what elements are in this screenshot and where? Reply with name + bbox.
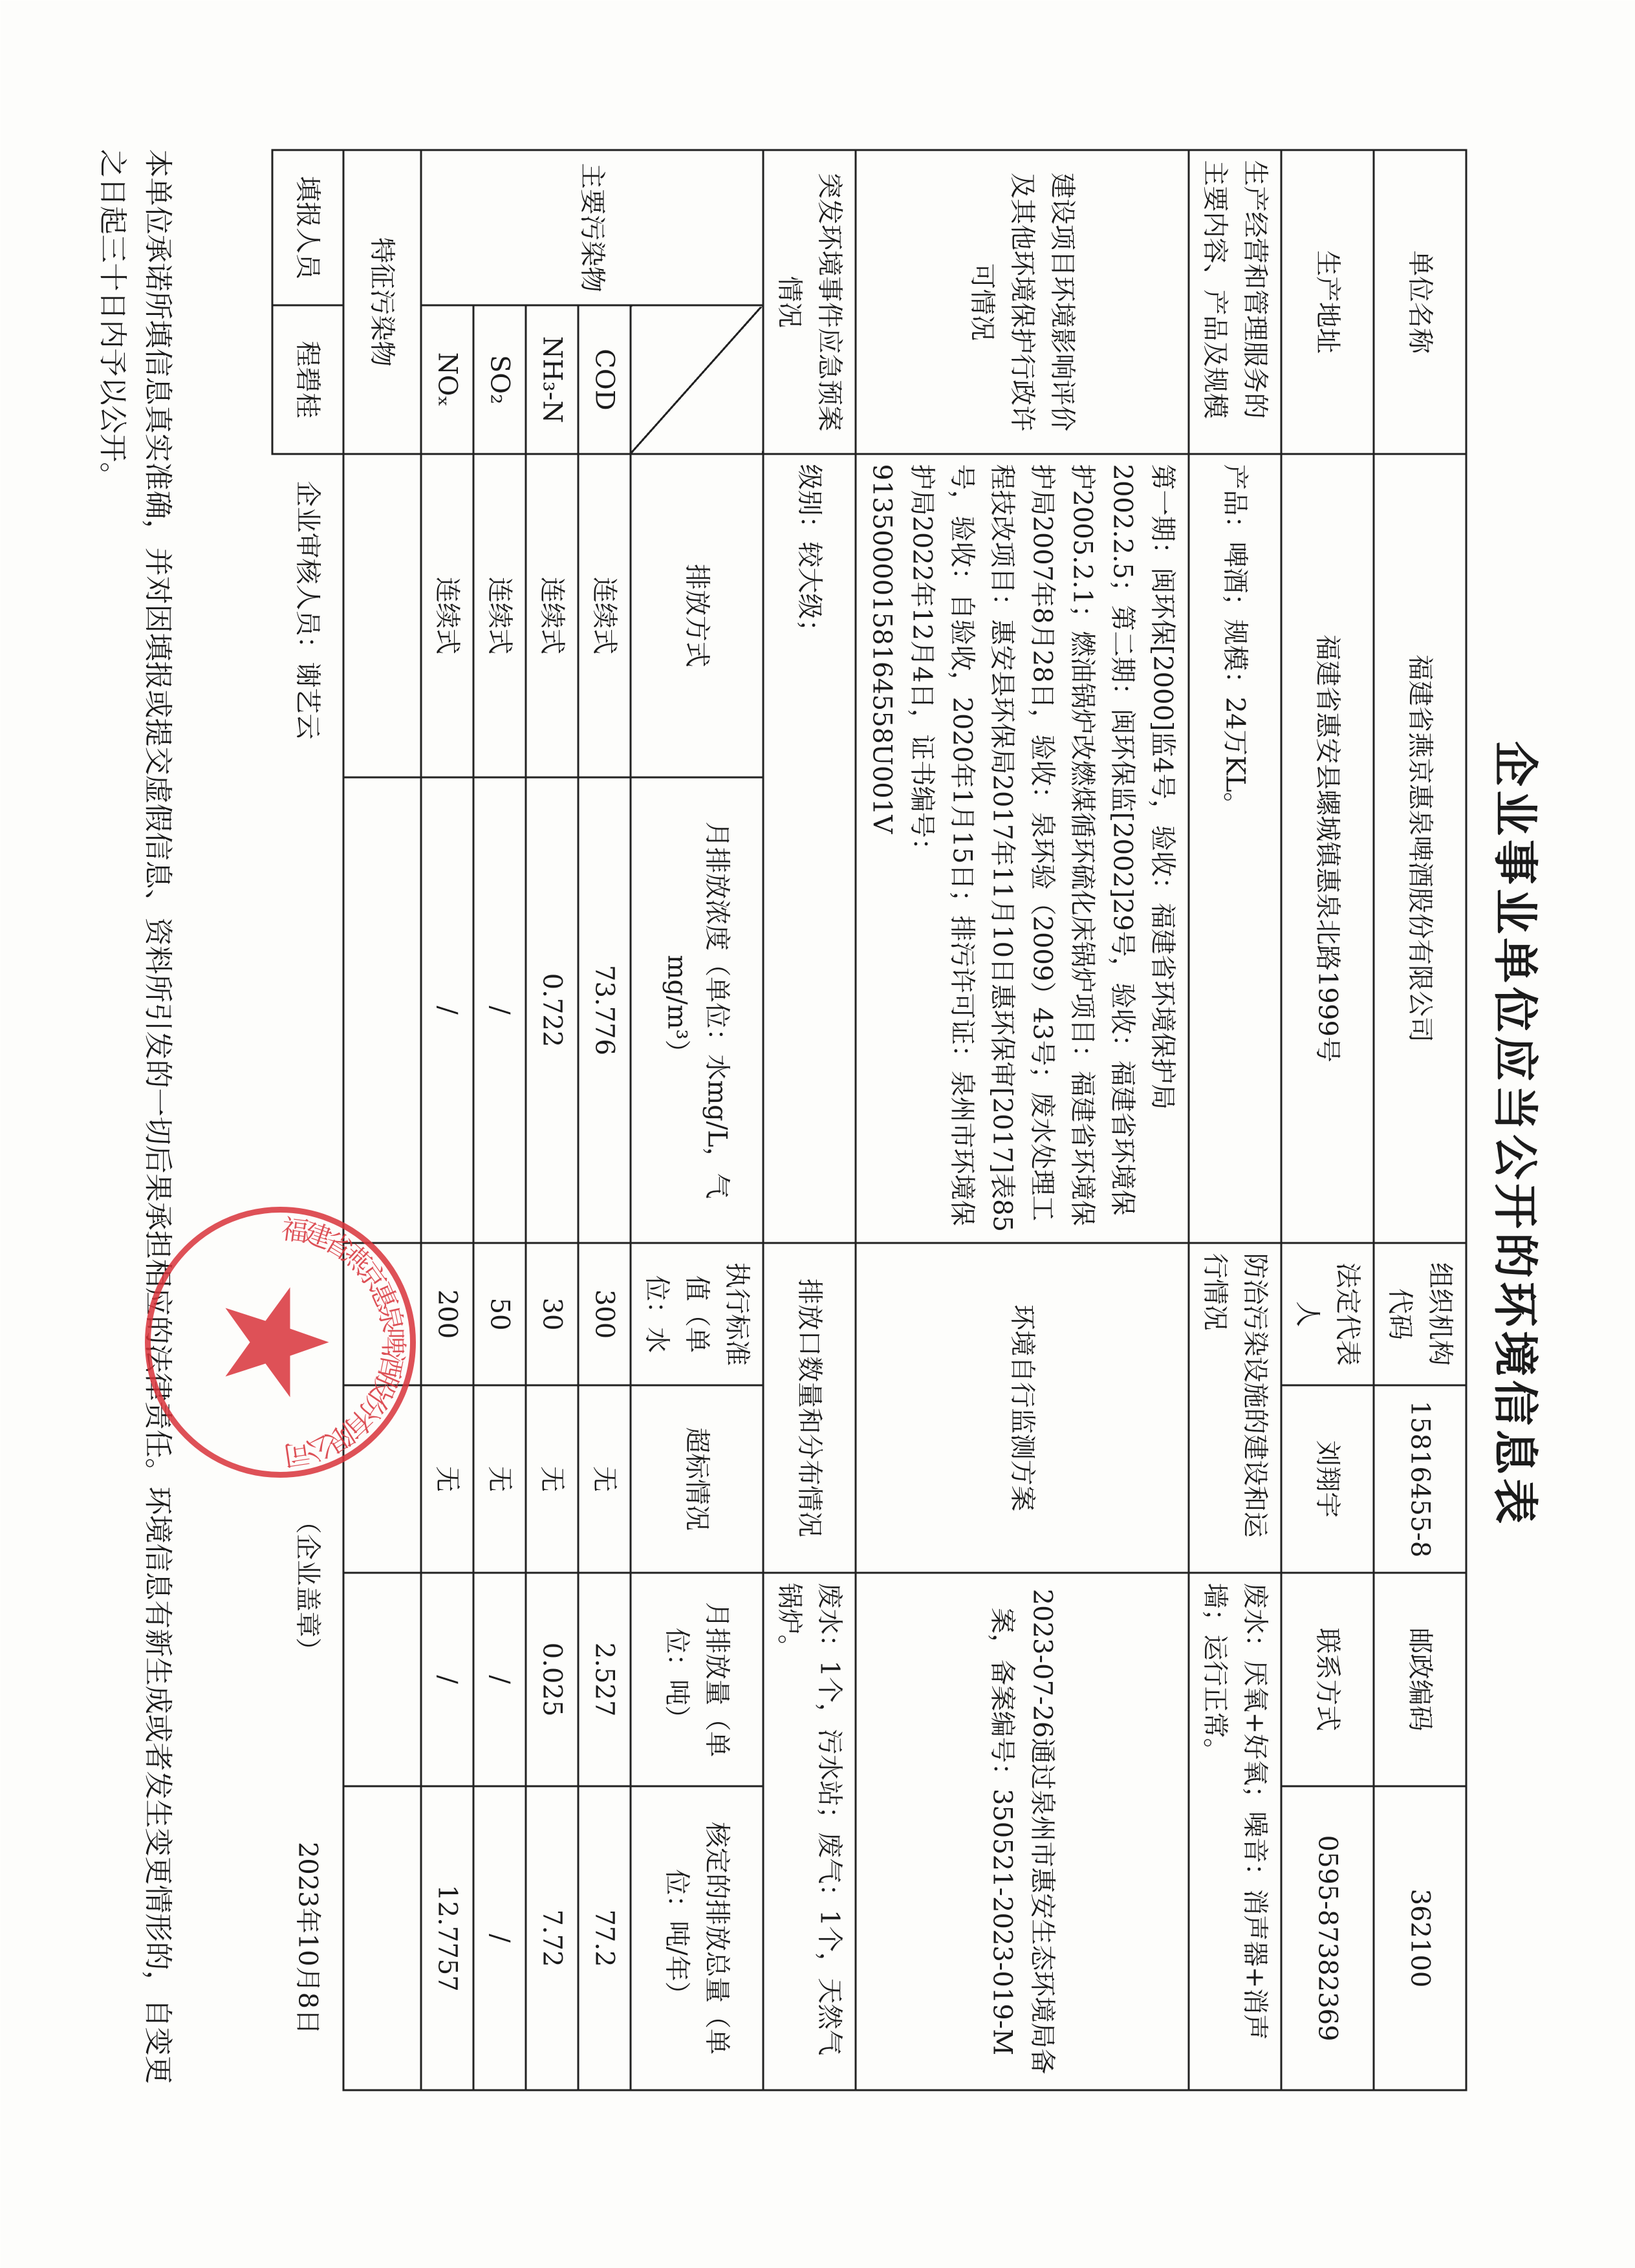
header-approved-total: 核定的排放总量（单位：吨/年） [631,1786,763,2090]
pollutant-standard: 30 [526,1243,578,1385]
pollutant-name: COD [578,305,631,454]
feature-cell [343,1385,421,1573]
pollutant-standard: 50 [473,1243,526,1385]
reviewer-block [272,454,343,1385]
header-mode: 排放方式 [631,454,763,777]
row-pollutant-header [631,150,763,2090]
row-feature-pollutant [343,150,421,2090]
pollutant-mode: 连续式 [473,454,526,777]
pollutant-name: SO₂ [473,305,526,454]
table-row [526,150,578,2090]
label-eia: 建设项目环境影响评价及其他环境保护行政许可情况 [856,150,1189,454]
value-self-monitor: 2023-07-26通过泉州市惠安生态环境局备案，备案编号：350521-2023-019-M [856,1573,1189,2090]
label-business: 生产经营和管理服务的主要内容、产品及规模 [1189,150,1281,454]
table-row [578,150,631,2090]
row-business [1189,150,1281,2090]
feature-cell [343,1786,421,2090]
pollutant-name: NH₃-N [526,305,578,454]
label-reporter: 填报人员 [272,150,343,305]
feature-cell [343,777,421,1243]
value-org-code: 15816455-8 [1374,1385,1466,1573]
feature-cell [343,1573,421,1786]
value-legal-rep: 刘翔宇 [1281,1385,1374,1573]
value-emergency: 级别：较大级； [763,454,856,1243]
label-postcode: 邮政编码 [1374,1573,1466,1786]
label-contact: 联系方式 [1281,1573,1374,1786]
pollutant-mode: 连续式 [421,454,473,777]
value-reporter: 程碧桂 [272,305,343,454]
row-unit [1374,150,1466,2090]
value-address: 福建省惠安县螺城镇惠泉北路1999号 [1281,454,1374,1243]
value-facilities: 废水：厌氧+好氧；噪音：消声器+消声墙；运行正常。 [1189,1573,1281,2090]
page-title: 企业事业单位应当公开的环境信息表 [1488,740,1542,1528]
header-monthly-amount: 月排放量（单位：吨） [631,1573,763,1786]
pollutant-standard: 200 [421,1243,473,1385]
pollutant-concentration: / [421,777,473,1243]
pollutant-concentration: 73.776 [578,777,631,1243]
seal-note: （企业盖章） [292,1507,322,1663]
pollutant-concentration: 0.722 [526,777,578,1243]
pollutant-concentration: / [473,777,526,1243]
table-row [473,150,526,2090]
row-emergency [763,150,856,2090]
header-over-limit: 超标情况 [631,1385,763,1573]
value-business: 产品：啤酒；规模：24万KL。 [1189,454,1281,1243]
row-eia [856,150,1189,2090]
pollutant-total: / [473,1786,526,2090]
label-facilities: 防治污染设施的建设和运行情况 [1189,1243,1281,1573]
pollutant-over-limit: 无 [578,1385,631,1573]
feature-cell [343,1243,421,1385]
label-outlet: 排放口数量和分布情况 [763,1243,856,1573]
label-main-pollutant: 主要污染物 [421,150,763,305]
label-feature-pollutant: 特征污染物 [343,150,421,454]
value-postcode: 362100 [1374,1786,1466,2090]
label-reviewer: 企业审核人员： [292,481,322,662]
commitment-statement: 本单位承诺所填信息真实准确，并对因填报或提交虚假信息、资料所引发的一切后果承担相应的法律责任。环境信息有新生成或者发生变更情形的，自变更之日起三十日内予以公开。 [95,149,174,2084]
report-date: 2023年10月8日 [292,1841,322,2035]
label-emergency: 突发环境事件应急预案情况 [763,150,856,454]
pollutant-monthly: 0.025 [526,1573,578,1786]
info-table [271,149,1467,2091]
diagonal-header-cell [631,305,763,454]
label-legal-rep: 法定代表人 [1281,1243,1374,1385]
pollutant-total: 12.7757 [421,1786,473,2090]
pollutant-total: 77.2 [578,1786,631,2090]
value-unit-name: 福建省燕京惠泉啤酒股份有限公司 [1374,454,1466,1243]
pollutant-total: 7.72 [526,1786,578,2090]
pollutant-over-limit: 无 [473,1385,526,1573]
pollutant-name: NOₓ [421,305,473,454]
row-reporter [272,150,343,2090]
feature-cell [343,454,421,777]
pollutant-monthly: / [421,1573,473,1786]
pollutant-over-limit: 无 [421,1385,473,1573]
table-row [421,150,473,2090]
pollutant-monthly: 2.527 [578,1573,631,1786]
value-outlet: 废水：1个，污水站；废气：1个，天然气锅炉。 [763,1573,856,2090]
row-address [1281,150,1374,2090]
pollutant-standard: 300 [578,1243,631,1385]
label-address: 生产地址 [1281,150,1374,454]
seal-text: 福建省燕京惠泉啤酒股份有限公司 [279,1212,409,1471]
pollutant-mode: 连续式 [578,454,631,777]
header-standard: 执行标准值（单位：水 [631,1243,763,1385]
label-self-monitor: 环境自行监测方案 [856,1243,1189,1573]
value-reviewer: 谢艺云 [292,662,322,739]
pollutant-mode: 连续式 [526,454,578,777]
label-org-code: 组织机构代码 [1374,1243,1466,1385]
header-concentration: 月排放浓度（单位：水mg/L，气mg/m³） [631,777,763,1243]
value-contact: 0595-87382369 [1281,1786,1374,2090]
label-unit-name: 单位名称 [1374,150,1466,454]
value-eia: 第一期：闽环保[2000]监4号，验收：福建省环境保护局2002.2.5；第二期：闽环保监[2002]29号，验收：福建省环境保护2005.2.1；燃油锅炉改燃煤循环硫化床锅炉项目：福建省环境保护局2007年8月28日，验收：泉环验（2009）43号；废水处理工程技改项目：惠安县环保局2017年11月10日惠环保审[2017]表85号，验收：自验收，2020年1月15日；排污许可证：泉州市环境保护局2022年12月4日，证书编号：91350000158164558U001V [856,454,1189,1243]
pollutant-over-limit: 无 [526,1385,578,1573]
pollutant-monthly: / [473,1573,526,1786]
